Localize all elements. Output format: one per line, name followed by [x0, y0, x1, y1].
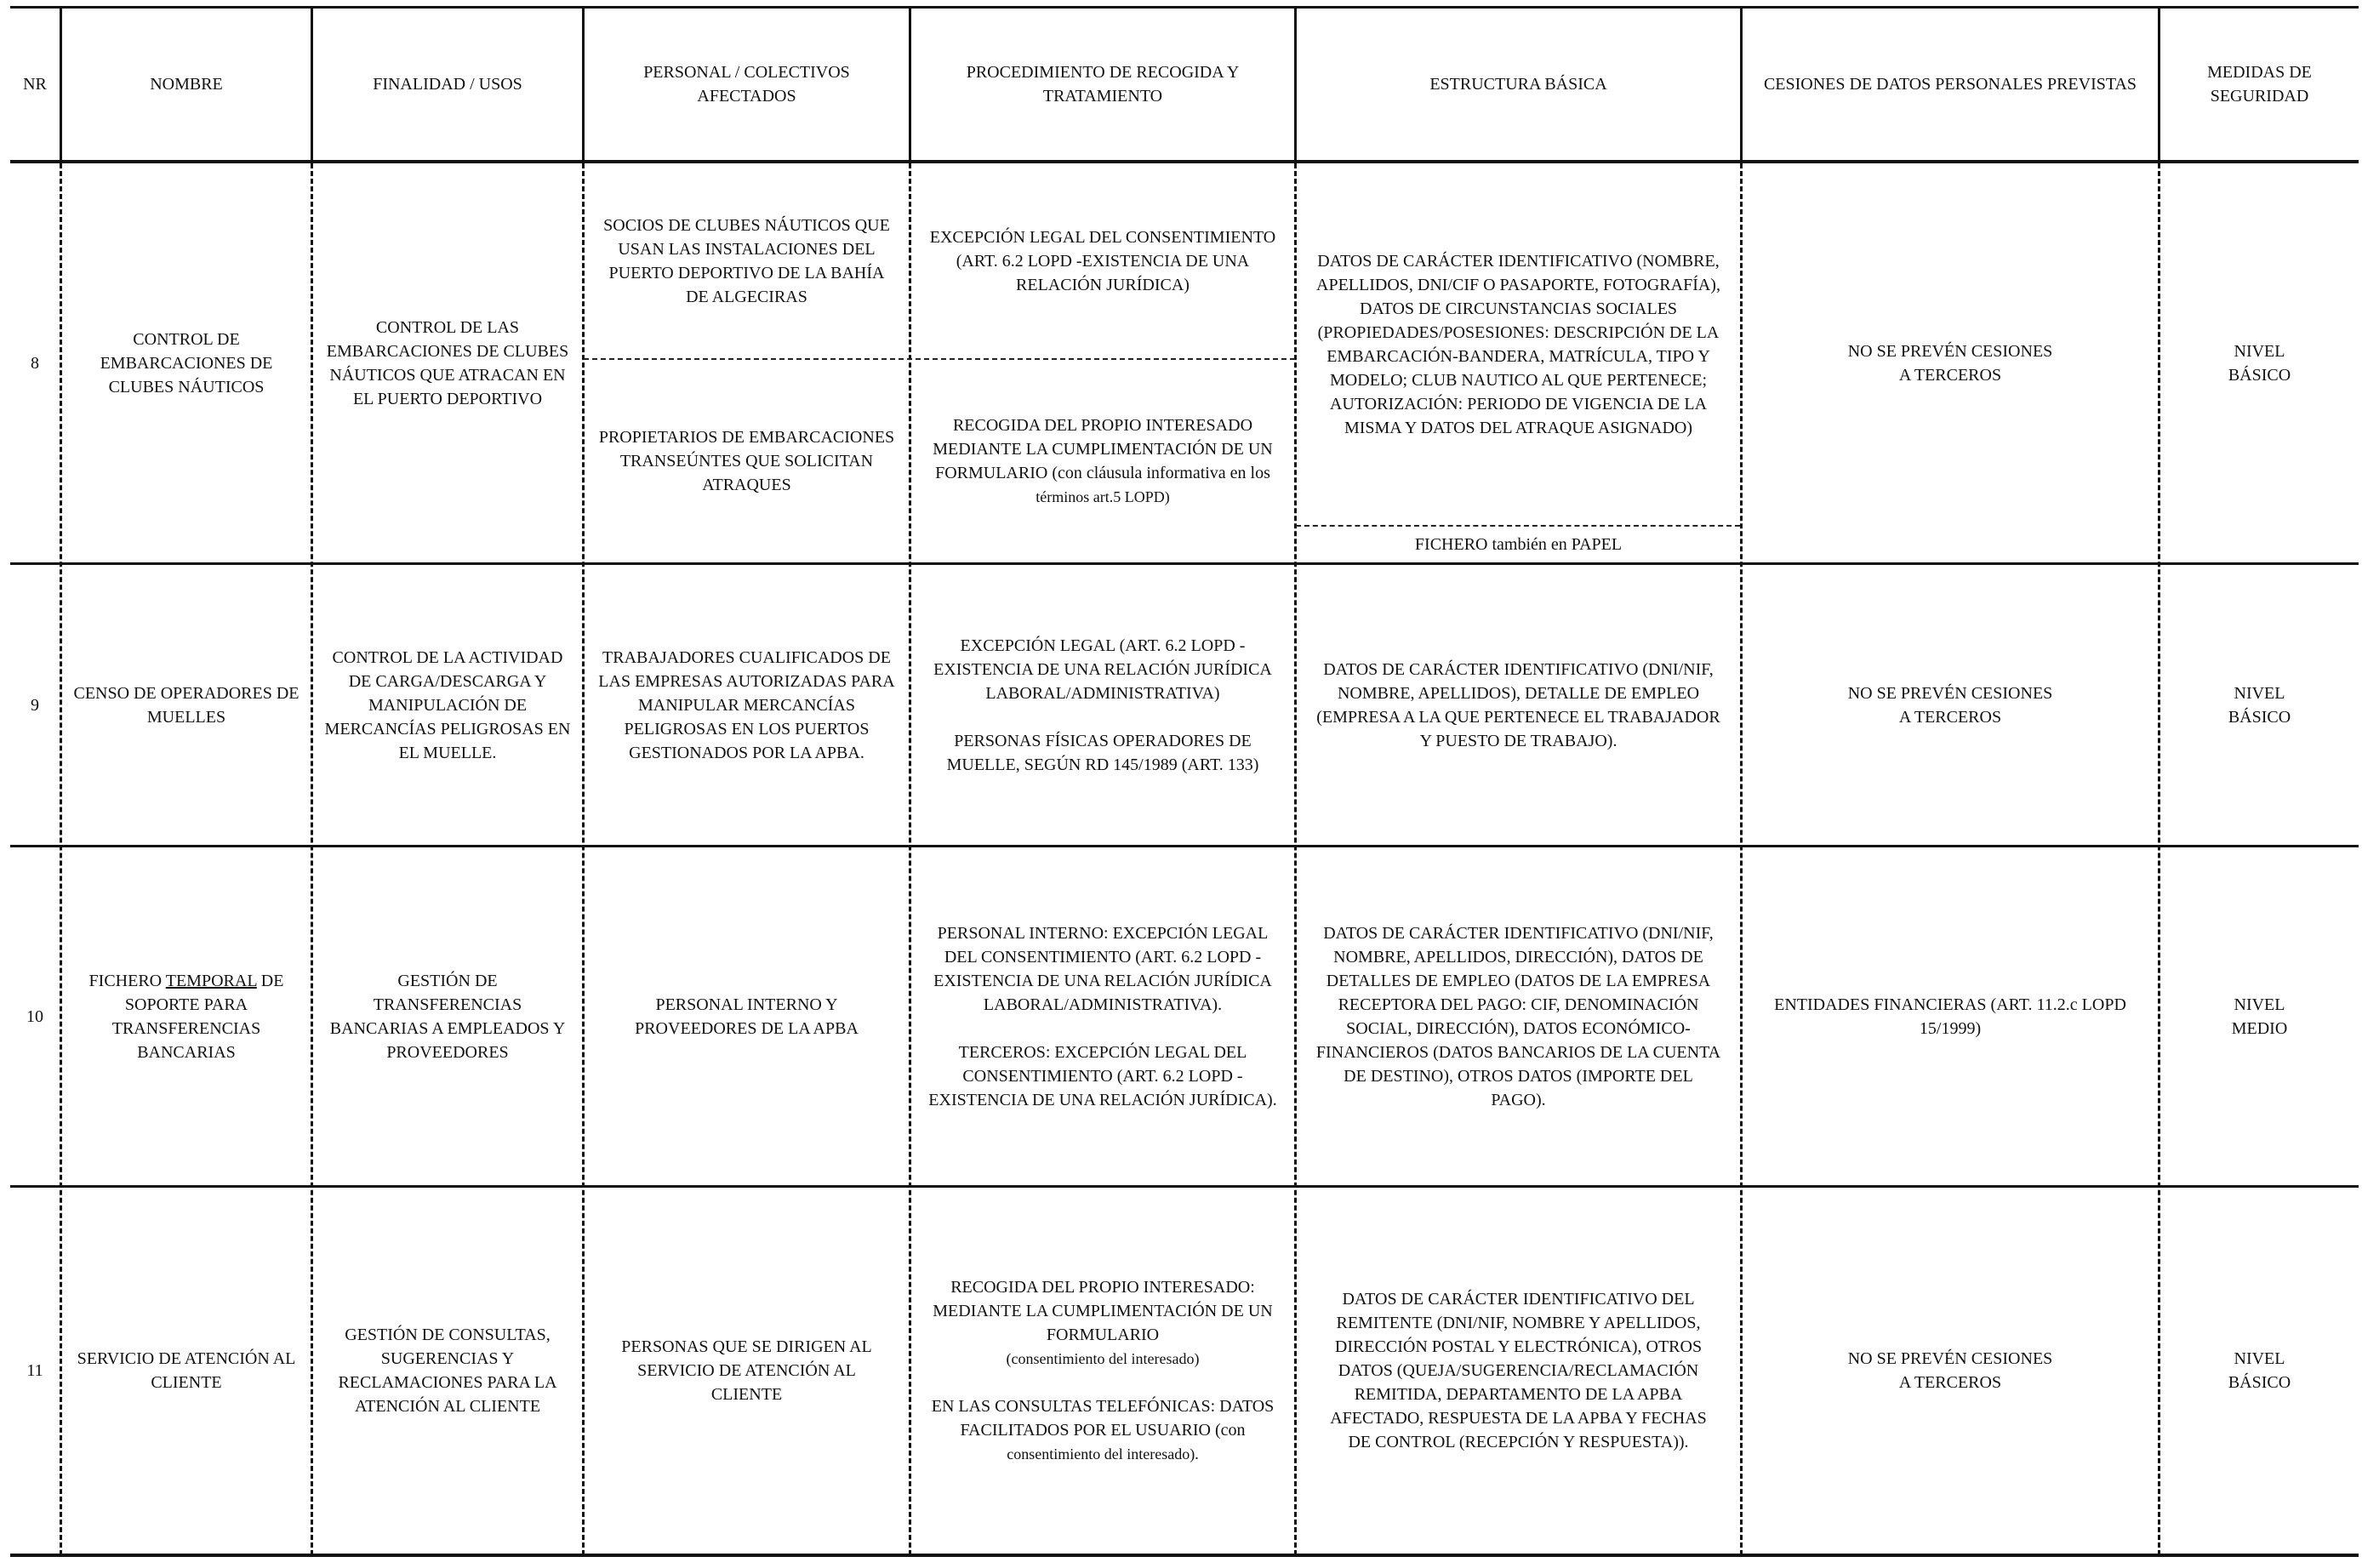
row-10-personal: PERSONAL INTERNO Y PROVEEDORES DE LA APBA: [635, 995, 859, 1038]
row-10-procedimiento: PERSONAL INTERNO: EXCEPCIÓN LEGAL DEL CONSENTIMIENTO (ART. 6.2 LOPD - EXISTENCIA DE UNA RELACIÓN JURÍDICA LABORAL/ADMINISTRATIVA). TERCEROS: EXCEPCIÓN LEGAL DEL CONSENTIMIENTO (ART. 6.2 LOPD - EXISTENCIA DE UNA RELACIÓN JURÍDICA).: [928, 923, 1277, 1109]
row-8-nombre: CONTROL DE EMBARCACIONES DE CLUBES NÁUTICOS: [100, 329, 273, 396]
row-11-finalidad: GESTIÓN DE CONSULTAS, SUGERENCIAS Y RECLAMACIONES PARA LA ATENCIÓN AL CLIENTE: [338, 1326, 557, 1416]
row-8-personal-propietarios: PROPIETARIOS DE EMBARCACIONES TRANSEÚNTES QUE SOLICITAN ATRAQUES: [598, 428, 895, 494]
header-procedimiento: PROCEDIMIENTO DE RECOGIDA Y TRATAMIENTO: [966, 63, 1240, 105]
row-8-procedimiento-excepcion: EXCEPCIÓN LEGAL DEL CONSENTIMIENTO (ART. 6.2 LOPD -EXISTENCIA DE UNA RELACIÓN JURÍDICA): [929, 227, 1276, 294]
row-10-finalidad: GESTIÓN DE TRANSFERENCIAS BANCARIAS A EMPLEADOS Y PROVEEDORES: [329, 971, 566, 1062]
header-nr: NR: [23, 75, 47, 94]
row-9-cesiones: NO SE PREVÉN CESIONES A TERCEROS: [1847, 683, 2053, 727]
row-9-nombre: CENSO DE OPERADORES DE MUELLES: [73, 683, 300, 727]
header-cesiones: CESIONES DE DATOS PERSONALES PREVISTAS: [1763, 75, 2137, 94]
row-11-procedimiento: RECOGIDA DEL PROPIO INTERESADO: MEDIANTE LA CUMPLIMENTACIÓN DE UN FORMULARIO (consentimiento del interesado) EN LAS CONSULTAS TELEFÓNICAS: DATOS FACILITADOS POR EL USUARIO (con consentimiento del interesado).: [931, 1278, 1275, 1463]
row-11-personal: PERSONAS QUE SE DIRIGEN AL SERVICIO DE ATENCIÓN AL CLIENTE: [621, 1337, 872, 1404]
temporal-underlined-word: TEMPORAL: [165, 971, 257, 990]
row-9-finalidad: CONTROL DE LA ACTIVIDAD DE CARGA/DESCARGA Y MANIPULACIÓN DE MERCANCÍAS PELIGROSAS EN EL MUELLE.: [324, 647, 571, 762]
row-11-medidas: NIVEL BÁSICO: [2228, 1349, 2291, 1392]
row-8-estructura: DATOS DE CARÁCTER IDENTIFICATIVO (NOMBRE, APELLIDOS, DNI/CIF O PASAPORTE, FOTOGRAFÍA), DATOS DE CIRCUNSTANCIAS SOCIALES (PROPIEDADES/POSESIONES: DESCRIPCIÓN DE LA EMBARCACIÓN-BANDERA, MATRÍCULA, TIPO Y MODELO; CLUB NAUTICO AL QUE PERTENECE; AUTORIZACIÓN: PERIODO DE VIGENCIA DE LA MISMA Y DATOS DEL ATRAQUE ASIGNADO): [1316, 251, 1720, 437]
row-8-procedimiento-recogida: RECOGIDA DEL PROPIO INTERESADO MEDIANTE LA CUMPLIMENTACIÓN DE UN FORMULARIO (con cláusula informativa en los términos art.5 LOPD): [933, 416, 1273, 505]
row-9-personal: TRABAJADORES CUALIFICADOS DE LAS EMPRESAS AUTORIZADAS PARA MANIPULAR MERCANCÍAS PELIGROSAS EN LOS PUERTOS GESTIONADOS POR LA APBA.: [598, 647, 895, 762]
row-10-cesiones: ENTIDADES FINANCIERAS (ART. 11.2.c LOPD 15/1999): [1774, 995, 2126, 1038]
table-bottom-border: [10, 1554, 2359, 1557]
row-8-estructura-nota: FICHERO también en PAPEL: [1414, 535, 1623, 554]
row-8-personal-socios: SOCIOS DE CLUBES NÁUTICOS QUE USAN LAS INSTALACIONES DEL PUERTO DEPORTIVO DE LA BAHÍA DE ALGECIRAS: [603, 215, 890, 306]
row-11-estructura: DATOS DE CARÁCTER IDENTIFICATIVO DEL REMITENTE (DNI/NIF, NOMBRE Y APELLIDOS, DIRECCIÓN POSTAL Y ELECTRÓNICA), OTROS DATOS (QUEJA/SUGERENCIA/RECLAMACIÓN REMITIDA, DEPARTAMENTO DE LA APBA AFECTADO, RESPUESTA DE LA APBA Y FECHAS DE CONTROL (RECEPCIÓN Y RESPUESTA)).: [1330, 1290, 1707, 1451]
row-8-nr: 8: [31, 353, 39, 373]
row-9-medidas: NIVEL BÁSICO: [2228, 683, 2291, 727]
row-10-nr: 10: [26, 1006, 43, 1026]
header-personal: PERSONAL / COLECTIVOS AFECTADOS: [643, 63, 850, 105]
row-11-nombre: SERVICIO DE ATENCIÓN AL CLIENTE: [77, 1349, 296, 1392]
row-9-estructura: DATOS DE CARÁCTER IDENTIFICATIVO (DNI/NIF, NOMBRE, APELLIDOS), DETALLE DE EMPLEO (EMPRESA A LA QUE PERTENECE EL TRABAJADOR Y PUESTO DE TRABAJO).: [1316, 659, 1720, 750]
row-8-finalidad: CONTROL DE LAS EMBARCACIONES DE CLUBES NÁUTICOS QUE ATRACAN EN EL PUERTO DEPORTIVO: [326, 317, 569, 408]
row-10-medidas: NIVEL MEDIO: [2231, 995, 2288, 1038]
row-8-cesiones: NO SE PREVÉN CESIONES A TERCEROS: [1847, 341, 2053, 385]
header-medidas: MEDIDAS DE SEGURIDAD: [2207, 63, 2312, 105]
row-8-medidas: NIVEL BÁSICO: [2228, 341, 2291, 385]
row-9-nr: 9: [31, 695, 39, 715]
row-10-estructura: DATOS DE CARÁCTER IDENTIFICATIVO (DNI/NIF, NOMBRE, APELLIDOS, DIRECCIÓN), DATOS DE DETALLES DE EMPLEO (DATOS DE LA EMPRESA RECEPTORA DEL PAGO: CIF, DENOMINACIÓN SOCIAL, DIRECCIÓN), DATOS ECONÓMICO- FINANCIEROS (DATOS BANCARIOS DE LA CUENTA DE DESTINO), OTROS DATOS (IMPORTE DEL PAGO).: [1315, 923, 1721, 1109]
row-10-nombre: FICHERO TEMPORAL DE SOPORTE PARA TRANSFERENCIAS BANCARIAS: [88, 971, 284, 1062]
row-11-nr: 11: [26, 1361, 43, 1380]
header-estructura: ESTRUCTURA BÁSICA: [1429, 75, 1607, 94]
row-9-procedimiento: EXCEPCIÓN LEGAL (ART. 6.2 LOPD - EXISTENCIA DE UNA RELACIÓN JURÍDICA LABORAL/ADMINISTRATIVA) PERSONAS FÍSICAS OPERADORES DE MUELLE, SEGÚN RD 145/1989 (ART. 133): [933, 636, 1272, 774]
header-nombre: NOMBRE: [150, 75, 223, 94]
header-finalidad: FINALIDAD / USOS: [373, 75, 522, 94]
row-11-cesiones: NO SE PREVÉN CESIONES A TERCEROS: [1847, 1349, 2053, 1392]
